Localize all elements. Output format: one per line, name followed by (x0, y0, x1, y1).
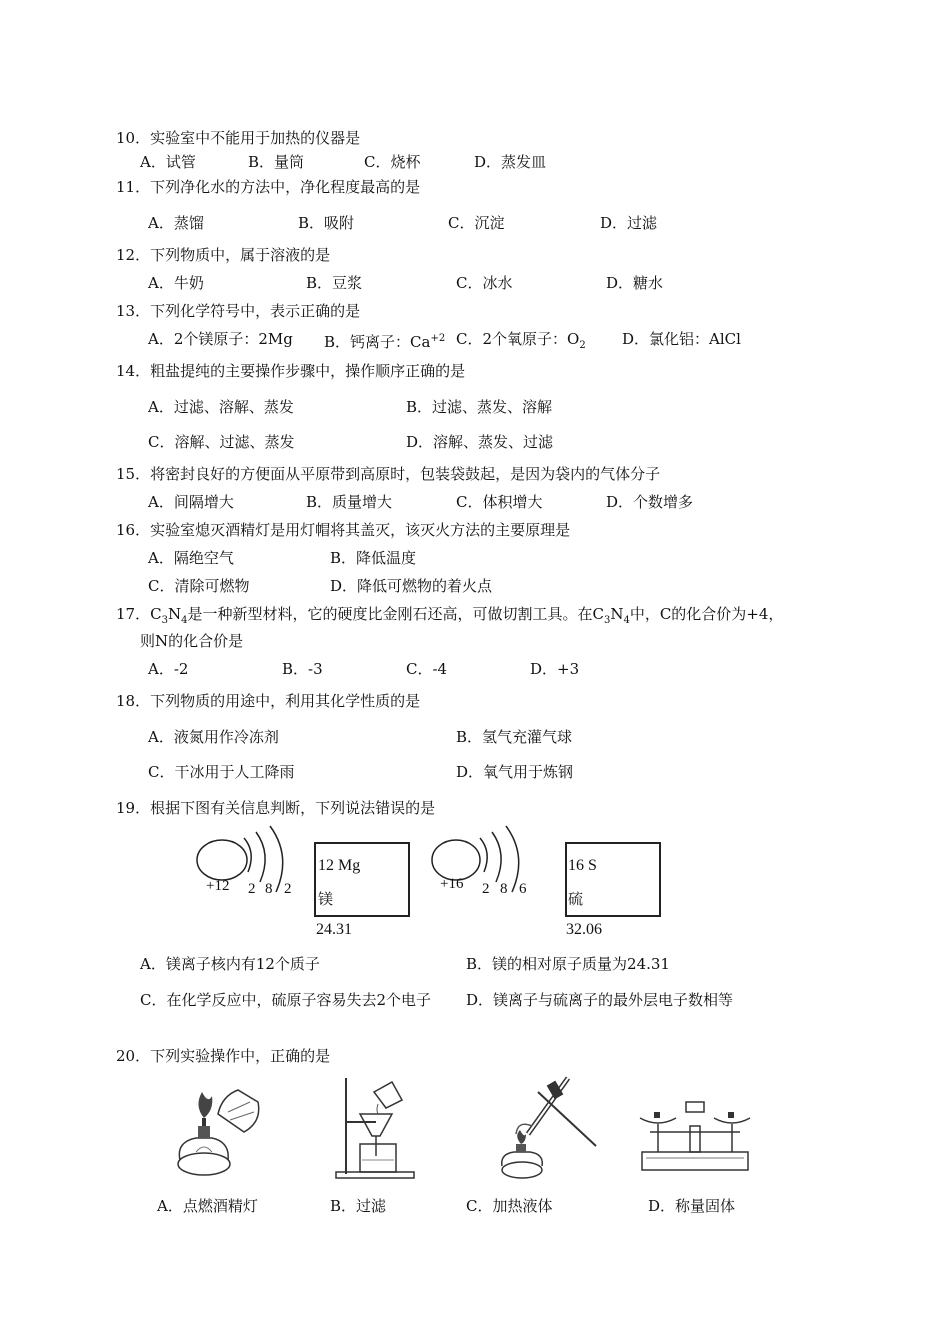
s-atomic-mass: 32.06 (566, 921, 602, 938)
q17-stem: 17．$C_3N_4$是一种新型材料，它的硬度比金刚石还高，可做切割工具。在$C_3N_4$中，C的化合价为+4， (116, 605, 784, 626)
q14-option-b: B．过滤、蒸发、溶解 (406, 398, 553, 416)
q10-stem: 10．实验室中不能用于加热的仪器是 (116, 129, 361, 147)
q12-stem: 12．下列物质中，属于溶液的是 (116, 246, 331, 264)
q10-option-c: C．烧杯 (364, 153, 421, 171)
q18-option-d: D．氧气用于炼钢 (456, 763, 574, 781)
q10-option-d: D．蒸发皿 (474, 153, 547, 171)
q11-option-b: B．吸附 (298, 214, 355, 232)
q12-option-a: A．牛奶 (148, 274, 204, 292)
mg-shell-2-electrons: 8 (265, 881, 273, 897)
q15-option-c: C．体积增大 (456, 493, 543, 511)
q13-option-d: D．氯化铝：AlCl (622, 330, 741, 348)
q20-option-b: B．过滤 (330, 1197, 387, 1215)
q16-option-d: D．降低可燃物的着火点 (330, 577, 493, 595)
q20-option-a: A．点燃酒精灯 (157, 1197, 258, 1215)
q13-stem: 13．下列化学符号中，表示正确的是 (116, 302, 361, 320)
mg-number-symbol: 12 Mg (318, 857, 361, 874)
q15-option-a: A．间隔增大 (148, 493, 234, 511)
q12-option-b: B．豆浆 (306, 274, 363, 292)
q11-option-a: A．蒸馏 (148, 214, 204, 232)
weighing-balance-illustration (636, 1096, 756, 1176)
q13-option-c: C．2个氧原子：$O_2$ (456, 330, 586, 351)
q18-option-a: A．液氮用作冷冻剂 (148, 728, 279, 746)
q15-option-d: D．个数增多 (606, 493, 694, 511)
q14-option-d: D．溶解、蒸发、过滤 (406, 433, 554, 451)
s-shell-3-electrons: 6 (519, 881, 527, 897)
mg-shell-3-electrons: 2 (284, 881, 292, 897)
q19-option-d: D．镁离子与硫离子的最外层电子数相等 (466, 991, 734, 1009)
q16-option-b: B．降低温度 (330, 549, 417, 567)
s-nucleus-charge: +16 (440, 876, 464, 892)
q17-option-b: B．-3 (282, 660, 323, 678)
s-shell-1-electrons: 2 (482, 881, 490, 897)
q14-option-c: C．溶解、过滤、蒸发 (148, 433, 295, 451)
q19-stem: 19．根据下图有关信息判断，下列说法错误的是 (116, 799, 436, 817)
q12-option-d: D．糖水 (606, 274, 664, 292)
q15-stem: 15．将密封良好的方便面从平原带到高原时，包装袋鼓起，是因为袋内的气体分子 (116, 465, 661, 483)
mg-nucleus-charge: +12 (206, 878, 230, 894)
q16-option-c: C．清除可燃物 (148, 577, 250, 595)
s-name: 硫 (568, 890, 584, 908)
q18-option-c: C．干冰用于人工降雨 (148, 763, 295, 781)
q15-option-b: B．质量增大 (306, 493, 393, 511)
q17-stem-line2: 则N的化合价是 (140, 632, 244, 650)
q11-stem: 11．下列净化水的方法中，净化程度最高的是 (116, 178, 421, 196)
q20-option-d: D．称量固体 (648, 1197, 736, 1215)
mg-shell-1-electrons: 2 (248, 881, 256, 897)
q16-stem: 16．实验室熄灭酒精灯是用灯帽将其盖灭，该灭火方法的主要原理是 (116, 521, 571, 539)
q18-option-b: B．氢气充灌气球 (456, 728, 573, 746)
lighting-alcohol-lamp-illustration (172, 1082, 272, 1182)
q19-option-a: A．镁离子核内有12个质子 (140, 955, 320, 973)
q13-option-a: A．2个镁原子：2Mg (148, 330, 293, 348)
q17-option-c: C．-4 (406, 660, 448, 678)
q10-option-b: B．量筒 (248, 153, 305, 171)
q14-stem: 14．粗盐提纯的主要操作步骤中，操作顺序正确的是 (116, 362, 466, 380)
mg-name: 镁 (318, 890, 334, 908)
q10-option-a: A．试管 (140, 153, 196, 171)
q13-option-b: B．钙离子：$Ca^{+2}$ (324, 333, 446, 351)
q18-stem: 18．下列物质的用途中，利用其化学性质的是 (116, 692, 421, 710)
q20-stem: 20．下列实验操作中，正确的是 (116, 1047, 331, 1065)
q11-option-c: C．沉淀 (448, 214, 505, 232)
q19-option-c: C．在化学反应中，硫原子容易失去2个电子 (140, 991, 432, 1009)
q12-option-c: C．冰水 (456, 274, 513, 292)
q19-option-b: B．镁的相对原子质量为24.31 (466, 955, 670, 973)
filtration-illustration (330, 1074, 430, 1184)
q11-option-d: D．过滤 (600, 214, 658, 232)
heating-liquid-illustration (488, 1074, 608, 1184)
q17-option-a: A．-2 (148, 660, 189, 678)
q14-option-a: A．过滤、溶解、蒸发 (148, 398, 294, 416)
q16-option-a: A．隔绝空气 (148, 549, 234, 567)
q17-option-d: D．+3 (530, 660, 580, 678)
s-number-symbol: 16 S (568, 857, 597, 874)
q20-option-c: C．加热液体 (466, 1197, 553, 1215)
s-shell-2-electrons: 8 (500, 881, 508, 897)
mg-atomic-mass: 24.31 (316, 921, 352, 938)
